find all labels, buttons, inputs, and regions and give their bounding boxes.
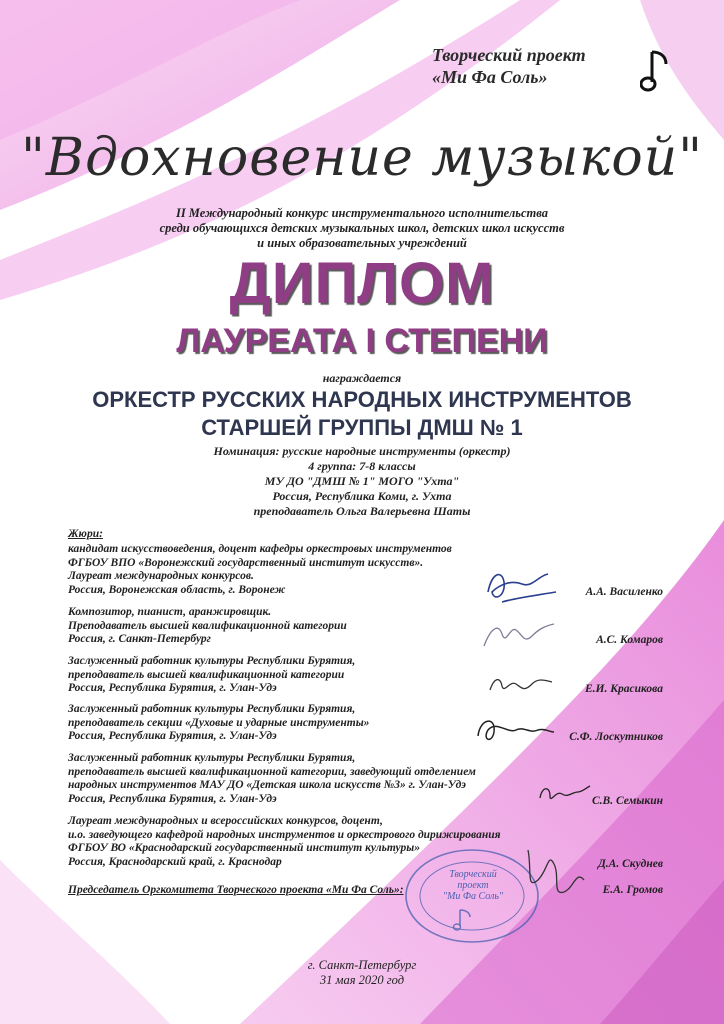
signature: [486, 670, 556, 700]
recipient-name: [0, 386, 724, 442]
signature: [536, 780, 592, 810]
jury-line: Заслуженный работник культуры Республики Бурятия,: [68, 703, 356, 715]
jury-line: народных инструментов МАУ ДО «Детская школа искусств №3» г. Улан-Удэ: [68, 779, 466, 791]
signature: [482, 562, 562, 610]
teacher: преподаватель Ольга Валерьевна Шаты: [253, 504, 471, 518]
footer-city: г. Санкт-Петербург: [307, 958, 417, 972]
signature: [518, 840, 588, 910]
contest-description: [0, 206, 724, 251]
recipient-line-1: ОРКЕСТР РУССКИХ НАРОДНЫХ ИНСТРУМЕНТОВ: [92, 387, 632, 412]
jury-line: ФГБОУ ВО «Краснодарский государственный институт культуры»: [68, 842, 420, 854]
diploma-degree: ЛАУРЕАТА I СТЕПЕНИ: [176, 322, 548, 360]
jury-line: Лауреат международных и всероссийских конкурсов, доцент,: [68, 815, 383, 827]
jury-member-name: С.В. Семыкин: [592, 795, 663, 807]
contest-line-1: II Международный конкурс инструментального исполнительства: [175, 206, 549, 220]
contest-line-3: и иных образовательных учреждений: [257, 236, 467, 250]
jury-line: преподаватель высшей квалификационной категории: [68, 668, 345, 681]
stamp-line: Творческий: [449, 869, 497, 880]
jury-line: Россия, Воронежская область, г. Воронеж: [68, 583, 286, 596]
project-line-2: «Ми Фа Соль»: [432, 67, 548, 87]
jury-line: и.о. заведующего кафедрой народных инструментов и оркестрового дирижирования: [68, 828, 501, 841]
stamp-text: [440, 869, 506, 902]
project-name: [432, 44, 586, 88]
jury-line: Россия, г. Санкт-Петербург: [68, 633, 211, 645]
jury-member-name: А.А. Василенко: [585, 586, 663, 598]
project-line-1: Творческий проект: [432, 45, 586, 65]
jury-line: ФГБОУ ВПО «Воронежский государственный институт искусств».: [68, 556, 424, 569]
jury-member-name: Е.И. Красикова: [585, 683, 663, 695]
contest-line-2: среди обучающихся детских музыкальных школ, детских школ искусств: [159, 221, 565, 235]
school: МУ ДО "ДМШ № 1" МОГО "Ухта": [264, 474, 460, 488]
diploma-title: ДИПЛОМ: [229, 251, 495, 316]
signature: [472, 710, 558, 750]
awarded-label: награждается: [322, 371, 402, 385]
jury-member-name: Д.А. Скуднев: [597, 858, 663, 870]
footer-date: 31 мая 2020 год: [319, 973, 405, 987]
jury-line: Россия, Краснодарский край, г. Краснодар: [68, 855, 282, 868]
jury-line: Преподаватель высшей квалификационной категории: [68, 619, 347, 632]
jury-line: кандидат искусствоведения, доцент кафедры оркестровых инструментов: [68, 543, 452, 555]
jury-member-name: А.С. Комаров: [596, 634, 663, 646]
jury-line: Заслуженный работник культуры Республики Бурятия,: [68, 752, 356, 764]
jury-line: преподаватель секции «Духовые и ударные инструменты»: [68, 716, 370, 729]
location: Россия, Республика Коми, г. Ухта: [272, 489, 452, 503]
jury-line: Лауреат международных конкурсов.: [68, 570, 254, 582]
chair-label: Председатель Оргкомитета Творческого проекта «Ми Фа Соль»:: [68, 884, 404, 896]
jury-line: Композитор, пианист, аранжировщик.: [68, 606, 272, 618]
jury-line: Россия, Республика Бурятия, г. Улан-Удэ: [68, 730, 277, 742]
jury-line: Россия, Республика Бурятия, г. Улан-Удэ: [68, 682, 277, 694]
nomination: Номинация: русские народные инструменты (оркестр): [213, 444, 511, 458]
jury-member-name: С.Ф. Лоскутников: [569, 731, 663, 743]
award-details: [0, 444, 724, 519]
footer: [0, 958, 724, 988]
music-note-icon: [640, 46, 674, 96]
jury-line: Заслуженный работник культуры Республики Бурятия,: [68, 655, 356, 667]
jury-label: Жюри:: [68, 528, 103, 540]
jury-line: преподаватель высшей квалификационной категории, заведующий отделением: [68, 765, 476, 778]
signature: [480, 616, 560, 656]
chair-name: Е.А. Громов: [602, 884, 663, 896]
age-group: 4 группа: 7-8 классы: [308, 459, 416, 473]
jury-line: Россия, Республика Бурятия, г. Улан-Удэ: [68, 792, 277, 805]
contest-title: "Вдохновение музыкой": [20, 128, 704, 188]
recipient-line-2: СТАРШЕЙ ГРУППЫ ДМШ № 1: [201, 415, 523, 440]
stamp-line: проект: [457, 880, 489, 891]
stamp-line: "Ми Фа Соль": [442, 891, 504, 902]
